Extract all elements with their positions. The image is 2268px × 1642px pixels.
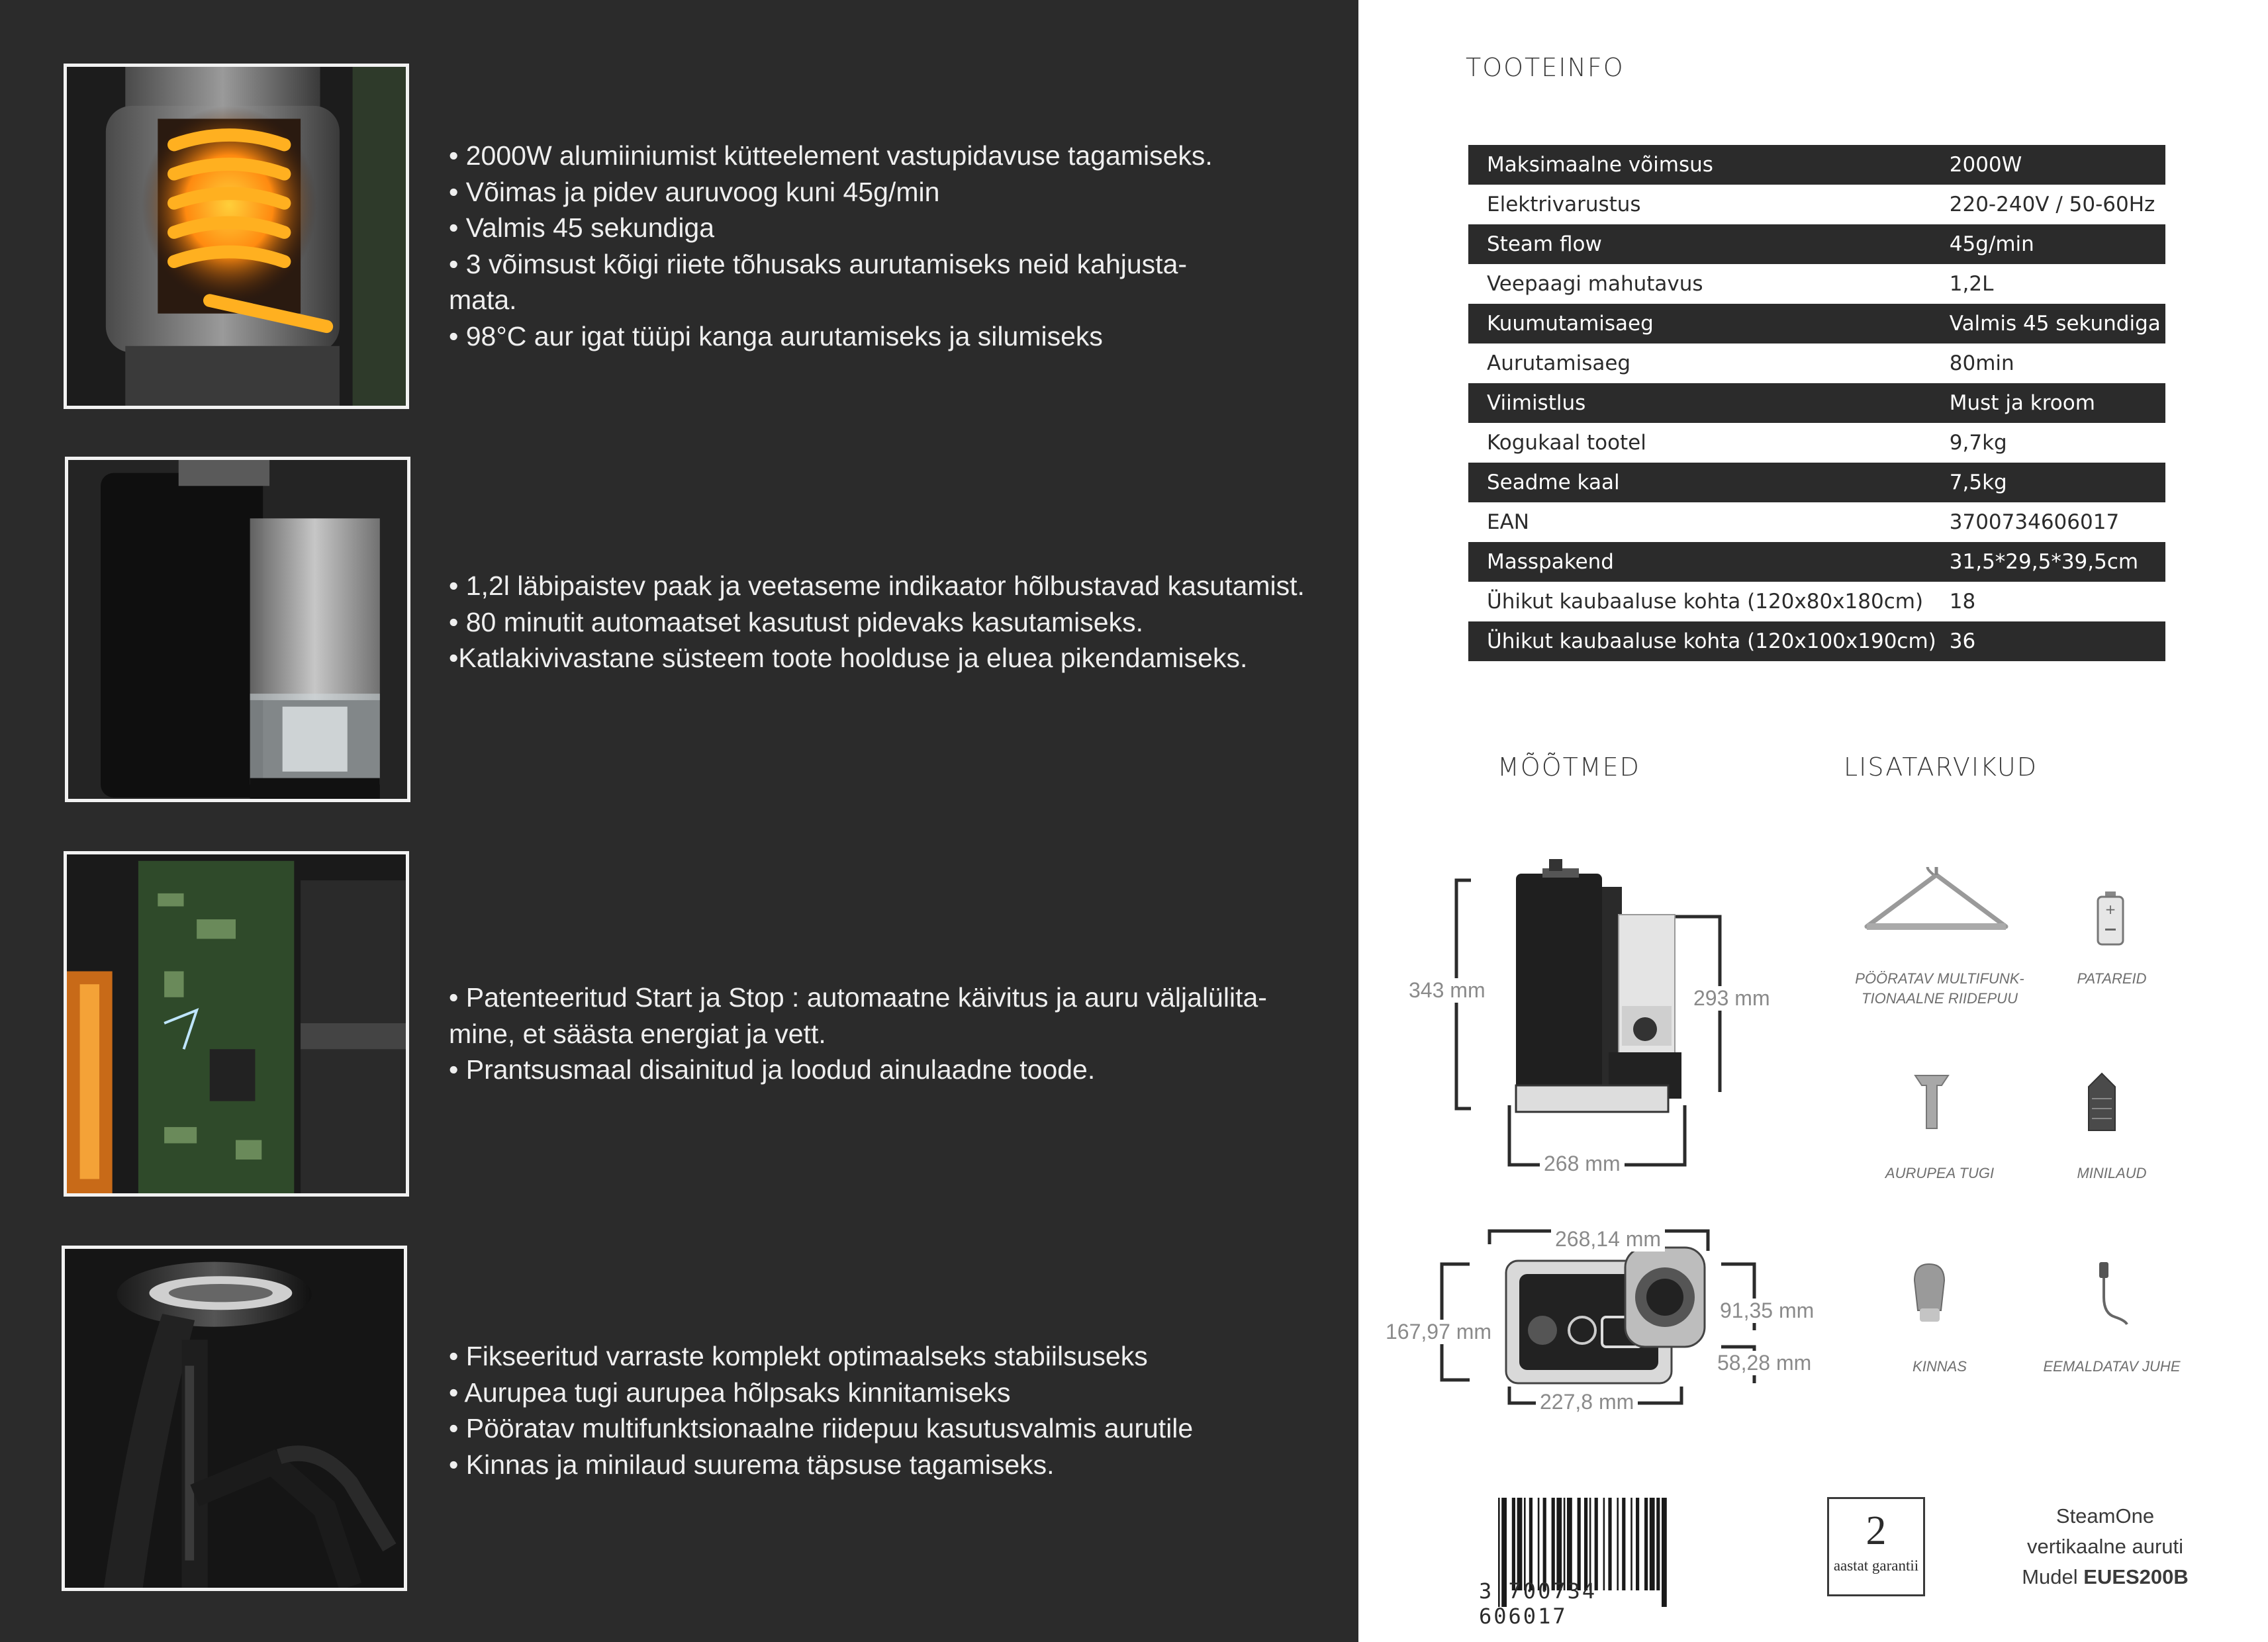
warranty-number: 2: [1866, 1508, 1887, 1553]
barcode-bar: [1595, 1498, 1598, 1590]
barcode-bar: [1636, 1498, 1639, 1590]
dim-height: 343 mm: [1405, 978, 1489, 1003]
spec-row: [1468, 264, 2165, 304]
feature-text-4: [449, 1338, 1336, 1482]
barcode-bar: [1564, 1498, 1566, 1590]
circuit-board-photo: [64, 851, 409, 1197]
model-prefix: Mudel: [2022, 1565, 2078, 1588]
spec-label: Kogukaal tootel: [1468, 423, 1936, 463]
feature-line: • 80 minutit automaatset kasutust pidevaks kasutamiseks.: [449, 606, 1143, 637]
barcode-bar: [1543, 1498, 1546, 1590]
steam-head-holder-icon: [1912, 1072, 1952, 1132]
spec-table: [1468, 145, 2165, 661]
spec-label: Viimistlus: [1468, 383, 1936, 423]
power-cord-icon: [2095, 1261, 2135, 1327]
dim-tank-height: 293 mm: [1689, 986, 1774, 1011]
spec-row: [1468, 463, 2165, 502]
model-line: [1999, 1562, 2211, 1592]
barcode-bar: [1644, 1498, 1648, 1590]
accessory-label-battery: PATAREID: [2077, 970, 2147, 987]
feature-line: • Fikseeritud varraste komplekt optimaalseks stabiilsuseks: [449, 1341, 1148, 1371]
brand-name: SteamOne: [2055, 1504, 2155, 1528]
spec-label: Elektrivarustus: [1468, 185, 1936, 224]
spec-row: [1468, 423, 2165, 463]
model-code: EUES200B: [2083, 1565, 2189, 1588]
dim-top-width: 268,14 mm: [1551, 1227, 1665, 1252]
accessory-label-miniboard: MINILAUD: [2077, 1165, 2147, 1181]
accessory-label-cord: EEMALDATAV JUHE: [2043, 1358, 2181, 1375]
feature-text-2: [449, 568, 1336, 676]
dim-depth: 167,97 mm: [1382, 1320, 1495, 1344]
spec-row: [1468, 304, 2165, 343]
barcode-bar: [1578, 1498, 1581, 1590]
spec-row: [1468, 343, 2165, 383]
feature-text-3: [449, 980, 1336, 1088]
spec-label: Ühikut kaubaaluse kohta (120x80x180cm): [1468, 582, 1936, 621]
spec-value: 36: [1936, 621, 2165, 661]
spec-value: 45g/min: [1936, 224, 2165, 264]
barcode-bar: [1552, 1498, 1555, 1590]
barcode-bar: [1608, 1498, 1611, 1590]
barcode-bar: [1656, 1498, 1660, 1590]
spec-value: Valmis 45 sekundiga: [1936, 304, 2165, 343]
glove-icon: [1908, 1261, 1951, 1324]
spec-row: [1468, 621, 2165, 661]
warranty-text: aastat garantii: [1833, 1557, 1919, 1574]
spec-value: Must ja kroom: [1936, 383, 2165, 423]
accessory-label-line: PÖÖRATAV MULTIFUNK-: [1855, 970, 2024, 987]
feature-line: mine, et säästa energiat ja vett.: [449, 1018, 826, 1049]
spec-label: Aurutamisaeg: [1468, 343, 1936, 383]
spec-row: [1468, 224, 2165, 264]
barcode-bar: [1538, 1498, 1540, 1590]
barcode-bar: [1567, 1498, 1572, 1590]
feature-line: •Katlakivivastane süsteem toote hoolduse ja eluea pikendamiseks.: [449, 643, 1248, 673]
accessory-label-line: TIONAALNE RIIDEPUU: [1862, 990, 2018, 1007]
dim-tank-width: 91,35 mm: [1716, 1299, 1818, 1323]
brand-block: [1999, 1501, 2211, 1592]
barcode-bar: [1622, 1498, 1625, 1590]
ean-digits: 3 700734 606017: [1479, 1578, 1597, 1629]
feature-line: • 98°C aur igat tüüpi kanga aurutamiseks ja silumiseks: [449, 320, 1103, 351]
spec-value: 2000W: [1936, 145, 2165, 185]
spec-label: Maksimaalne võimsus: [1468, 145, 1936, 185]
feature-line: mata.: [449, 285, 517, 315]
feature-line: • Pööratav multifunktsionaalne riidepuu kasutusvalmis aurutile: [449, 1413, 1194, 1443]
feature-line: • 1,2l läbipaistev paak ja veetaseme indikaator hõlbustavad kasutamist.: [449, 570, 1305, 601]
steam-head-photo: [62, 1246, 407, 1591]
spec-label: Kuumutamisaeg: [1468, 304, 1936, 343]
heating-element-photo: [64, 64, 409, 409]
accessory-label-glove: KINNAS: [1913, 1358, 1967, 1375]
spec-label: Veepaagi mahutavus: [1468, 264, 1936, 304]
barcode-bar: [1524, 1498, 1526, 1590]
spec-value: 3700734606017: [1936, 502, 2165, 542]
mini-board-icon: [2085, 1072, 2118, 1132]
spec-value: 80min: [1936, 343, 2165, 383]
tooteinfo-title: TOOTEINFO: [1466, 53, 1625, 82]
dim-tank-depth: 58,28 mm: [1713, 1351, 1815, 1375]
accessory-label-holder: AURUPEA TUGI: [1885, 1165, 1995, 1181]
spec-label: Steam flow: [1468, 224, 1936, 264]
svg-text:+: +: [2104, 901, 2116, 917]
feature-line: • Kinnas ja minilaud suurema täpsuse tagamiseks.: [449, 1449, 1055, 1480]
battery-icon: [2094, 890, 2127, 946]
spec-label: Masspakend: [1468, 542, 1936, 582]
dim-width: 268 mm: [1540, 1152, 1625, 1176]
spec-row: [1468, 582, 2165, 621]
accessories-title: LISATARVIKUD: [1844, 753, 2038, 782]
barcode-bar: [1556, 1498, 1562, 1590]
spec-label: Seadme kaal: [1468, 463, 1936, 502]
dim-bottom-width: 227,8 mm: [1536, 1390, 1638, 1414]
dimensions-title: MÕÕTMED: [1497, 753, 1640, 782]
barcode-bar: [1589, 1498, 1591, 1590]
spec-value: 1,2L: [1936, 264, 2165, 304]
feature-line: • Aurupea tugi aurupea hõlpsaks kinnitamiseks: [449, 1377, 1011, 1408]
barcode-bar: [1584, 1498, 1587, 1590]
barcode-bar: [1529, 1498, 1533, 1590]
front-dimension-drawing: [1443, 854, 1807, 1171]
spec-value: 31,5*29,5*39,5cm: [1936, 542, 2165, 582]
feature-line: • Valmis 45 sekundiga: [449, 212, 715, 243]
water-tank-photo: [65, 457, 410, 802]
feature-text-1: [449, 138, 1336, 354]
spec-label: EAN: [1468, 502, 1936, 542]
spec-value: 220-240V / 50-60Hz: [1936, 185, 2165, 224]
barcode-bar: [1650, 1498, 1655, 1590]
spec-value: 18: [1936, 582, 2165, 621]
feature-line: • Prantsusmaal disainitud ja loodud ainulaadne toode.: [449, 1054, 1096, 1085]
spec-row: [1468, 145, 2165, 185]
feature-line: • 2000W alumiiniumist kütteelement vastupidavuse tagamiseks.: [449, 140, 1213, 171]
barcode-bar: [1512, 1498, 1515, 1590]
spec-row: [1468, 383, 2165, 423]
spec-value: 9,7kg: [1936, 423, 2165, 463]
spec-row: [1468, 502, 2165, 542]
barcode-bar: [1617, 1498, 1619, 1590]
spec-label: Ühikut kaubaaluse kohta (120x100x190cm): [1468, 621, 1936, 661]
feature-line: • 3 võimsust kõigi riiete tõhusaks aurutamiseks neid kahjusta-: [449, 248, 1188, 279]
warranty-badge: [1827, 1497, 1925, 1596]
spec-value: 7,5kg: [1936, 463, 2165, 502]
feature-line: • Patenteeritud Start ja Stop : automaatne käivitus ja auru väljalülita-: [449, 982, 1267, 1013]
barcode-bar: [1517, 1498, 1523, 1590]
barcode-bar: [1630, 1498, 1632, 1590]
barcode-bar: [1603, 1498, 1605, 1590]
product-line: vertikaalne auruti: [2026, 1535, 2184, 1558]
spec-row: [1468, 185, 2165, 224]
hanger-icon: [1860, 867, 2012, 946]
spec-row: [1468, 542, 2165, 582]
feature-line: • Võimas ja pidev auruvoog kuni 45g/min: [449, 176, 940, 207]
